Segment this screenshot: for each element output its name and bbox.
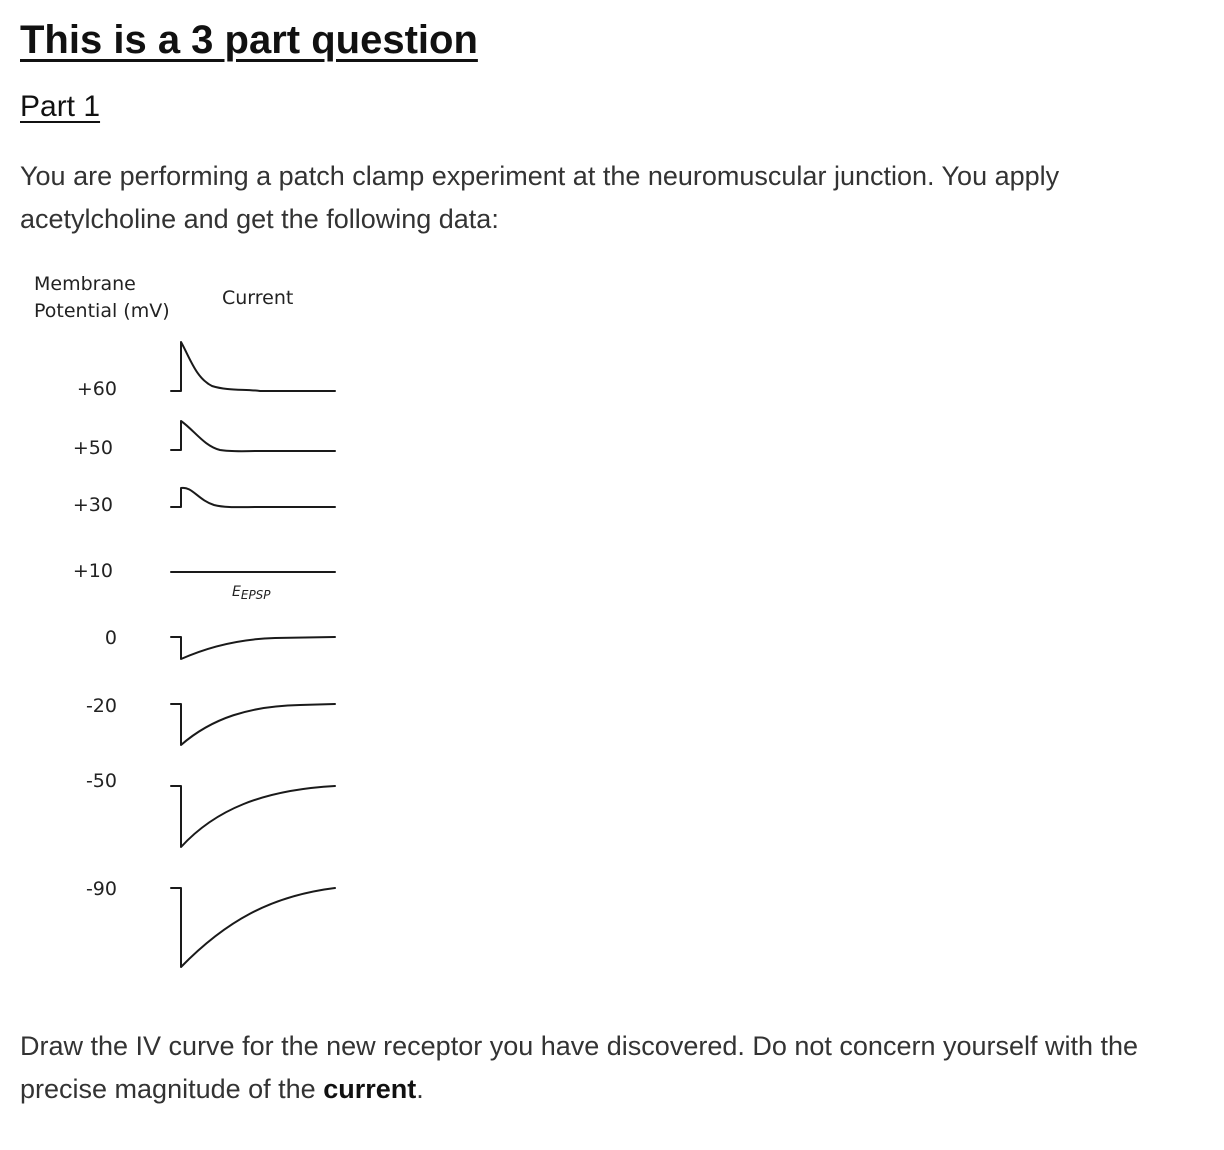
trace-plus50 [171, 421, 335, 451]
reversal-potential-label: EEPSP [232, 584, 271, 602]
part-heading: Part 1 [20, 90, 101, 123]
voltage-label-minus50: -50 [85, 770, 117, 792]
voltage-label-minus20: -20 [85, 695, 117, 717]
trace-minus20 [171, 704, 335, 745]
membrane-label: Membrane [34, 273, 136, 295]
page-title: This is a 3 part question [20, 18, 478, 62]
trace-minus90 [171, 888, 335, 967]
trace-zero [171, 637, 335, 659]
current-label: Current [222, 287, 294, 309]
intro-paragraph: You are performing a patch clamp experiment at the neuromuscular junction. You apply acetylcholine and get the following data: [20, 161, 1060, 234]
voltage-label-zero: 0 [104, 627, 117, 649]
voltage-label-minus90: -90 [85, 878, 117, 900]
trace-plus30 [171, 488, 335, 507]
current-traces-figure [0, 260, 400, 990]
voltage-label-plus30: +30 [72, 494, 113, 516]
voltage-label-plus50: +50 [72, 437, 113, 459]
question-paragraph [20, 1025, 1210, 1111]
trace-minus50 [171, 786, 335, 847]
question-end: . [416, 1074, 424, 1104]
voltage-label-plus10: +10 [72, 560, 113, 582]
question-text: Draw the IV curve for the new receptor you have discovered. Do not concern yourself with the precise magnitude of the [20, 1031, 1139, 1104]
potential-label: Potential (mV) [34, 300, 170, 322]
trace-plus60 [171, 342, 335, 391]
voltage-label-plus60: +60 [76, 378, 117, 400]
question-bold-word: current [323, 1074, 417, 1104]
